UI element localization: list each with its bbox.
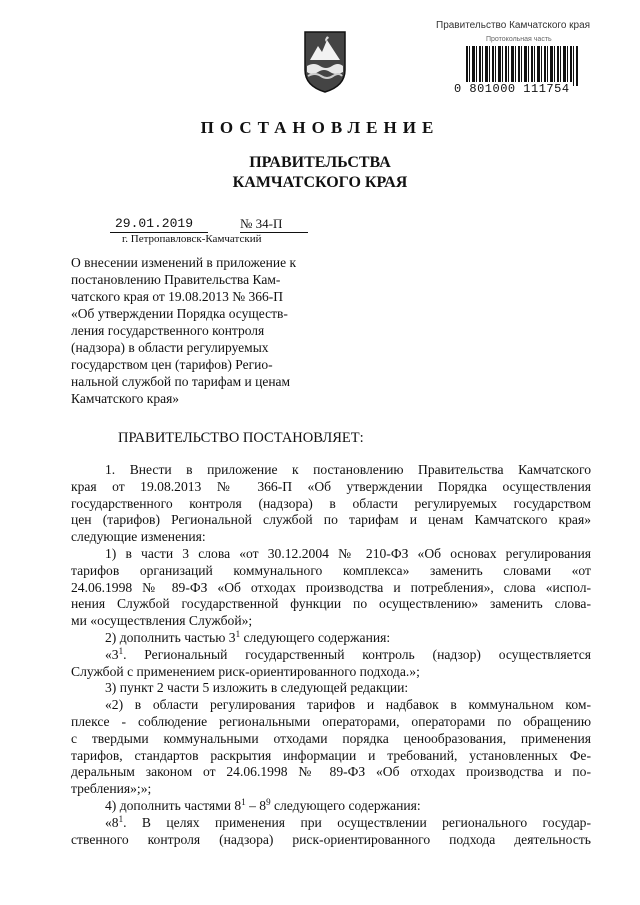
subject-line: ления государственного контроля — [71, 323, 265, 338]
issuer-line-2: КАМЧАТСКОГО КРАЯ — [232, 174, 408, 191]
coat-of-arms-icon — [302, 30, 348, 94]
body-line: следующие изменения: — [71, 529, 206, 545]
document-number: № 34-П — [240, 216, 283, 231]
city-line: г. Петропавловск-Камчатский — [122, 233, 262, 245]
body-line: требления»;»; — [71, 781, 152, 797]
body-line: 2) дополнить частью $3^1$ следующего содержания: — [105, 629, 391, 645]
body-line: края от 19.08.2013 № 366-П «Об утверждении Порядка осуществления — [71, 478, 591, 494]
document-body — [71, 462, 591, 848]
body-line: 24.06.1998 № 89-ФЗ «Об отходах производства и потребления», слова «испол- — [71, 579, 591, 595]
body-line: 1) в части 3 слова «от 30.12.2004 № 210-ФЗ «Об основах регулирования — [105, 545, 591, 561]
barcode-number: 0 801000 111754 — [454, 82, 570, 96]
stamp-organization: Правительство Камчатского края — [436, 20, 591, 31]
issuer-line-1: ПРАВИТЕЛЬСТВА — [249, 154, 391, 171]
subject-line: «Об утверждении Порядка осуществ- — [71, 306, 288, 321]
body-line: тарифов организаций коммунального комплекса» заменить словами «от — [71, 562, 591, 578]
body-line: 3) пункт 2 части 5 изложить в следующей редакции: — [105, 680, 409, 696]
subject-line: государством цен (тарифов) Регио- — [71, 357, 273, 372]
subject-line: О внесении изменений в приложение к — [71, 255, 297, 270]
body-line: ми «осуществления Службой»; — [71, 613, 253, 629]
body-line: государственного контроля (надзора) в области регулируемых государством — [71, 495, 591, 511]
subject-line: постановлению Правительства Кам- — [71, 272, 281, 287]
body-line: 1. Внести в приложение к постановлению Правительства Камчатского — [105, 462, 591, 477]
body-line: с твердыми коммунальными отходами порядка ценообразования, применения — [71, 730, 591, 746]
document-date: 29.01.2019 — [115, 216, 194, 231]
subject-line: Камчатского края» — [71, 391, 180, 406]
body-line: нения Службой государственной функции по осуществлению» заменить слова- — [71, 596, 591, 612]
subject-line: нальной службой по тарифам и ценам — [71, 374, 291, 389]
body-line: цен (тарифов) Региональной службой по тарифам и ценам Камчатского края» — [71, 512, 591, 528]
decree-heading: ПРАВИТЕЛЬСТВО ПОСТАНОВЛЯЕТ: — [118, 430, 364, 446]
body-line: «$8^1$. В целях применения при осуществлении регионального государ- — [105, 814, 591, 830]
body-line: плексе - соблюдение региональными операторами, операторами по обращению — [71, 713, 591, 729]
body-line: ственного контроля (надзора) риск-ориентированного подхода деятельность — [71, 831, 591, 847]
body-line: 4) дополнить частями $8^1 - 8^9$ следующего содержания: — [105, 797, 421, 813]
subject-line: чатского края от 19.08.2013 № 366-П — [71, 289, 284, 304]
body-line: «$3^1$. Региональный государственный контроль (надзор) осуществляется — [105, 646, 591, 662]
barcode-image — [466, 46, 578, 86]
stamp-subtitle: Протокольная часть — [486, 36, 552, 43]
date-number-line — [110, 216, 310, 232]
body-line: Службой с применением риск-ориентированного подхода.»; — [71, 663, 420, 679]
body-line: деральным законом от 24.06.1998 № 89-ФЗ «Об отходах производства и по- — [71, 764, 591, 780]
body-line: тарифов, стандартов раскрытия информации и требований, установленных Фе- — [71, 747, 591, 763]
document-title: ПОСТАНОВЛЕНИЕ — [200, 118, 440, 137]
body-line: «2) в области регулирования тарифов и надбавок в коммунальном ком- — [105, 697, 591, 713]
subject-line: (надзора) в области регулируемых — [71, 340, 269, 355]
document-subject — [71, 254, 333, 407]
